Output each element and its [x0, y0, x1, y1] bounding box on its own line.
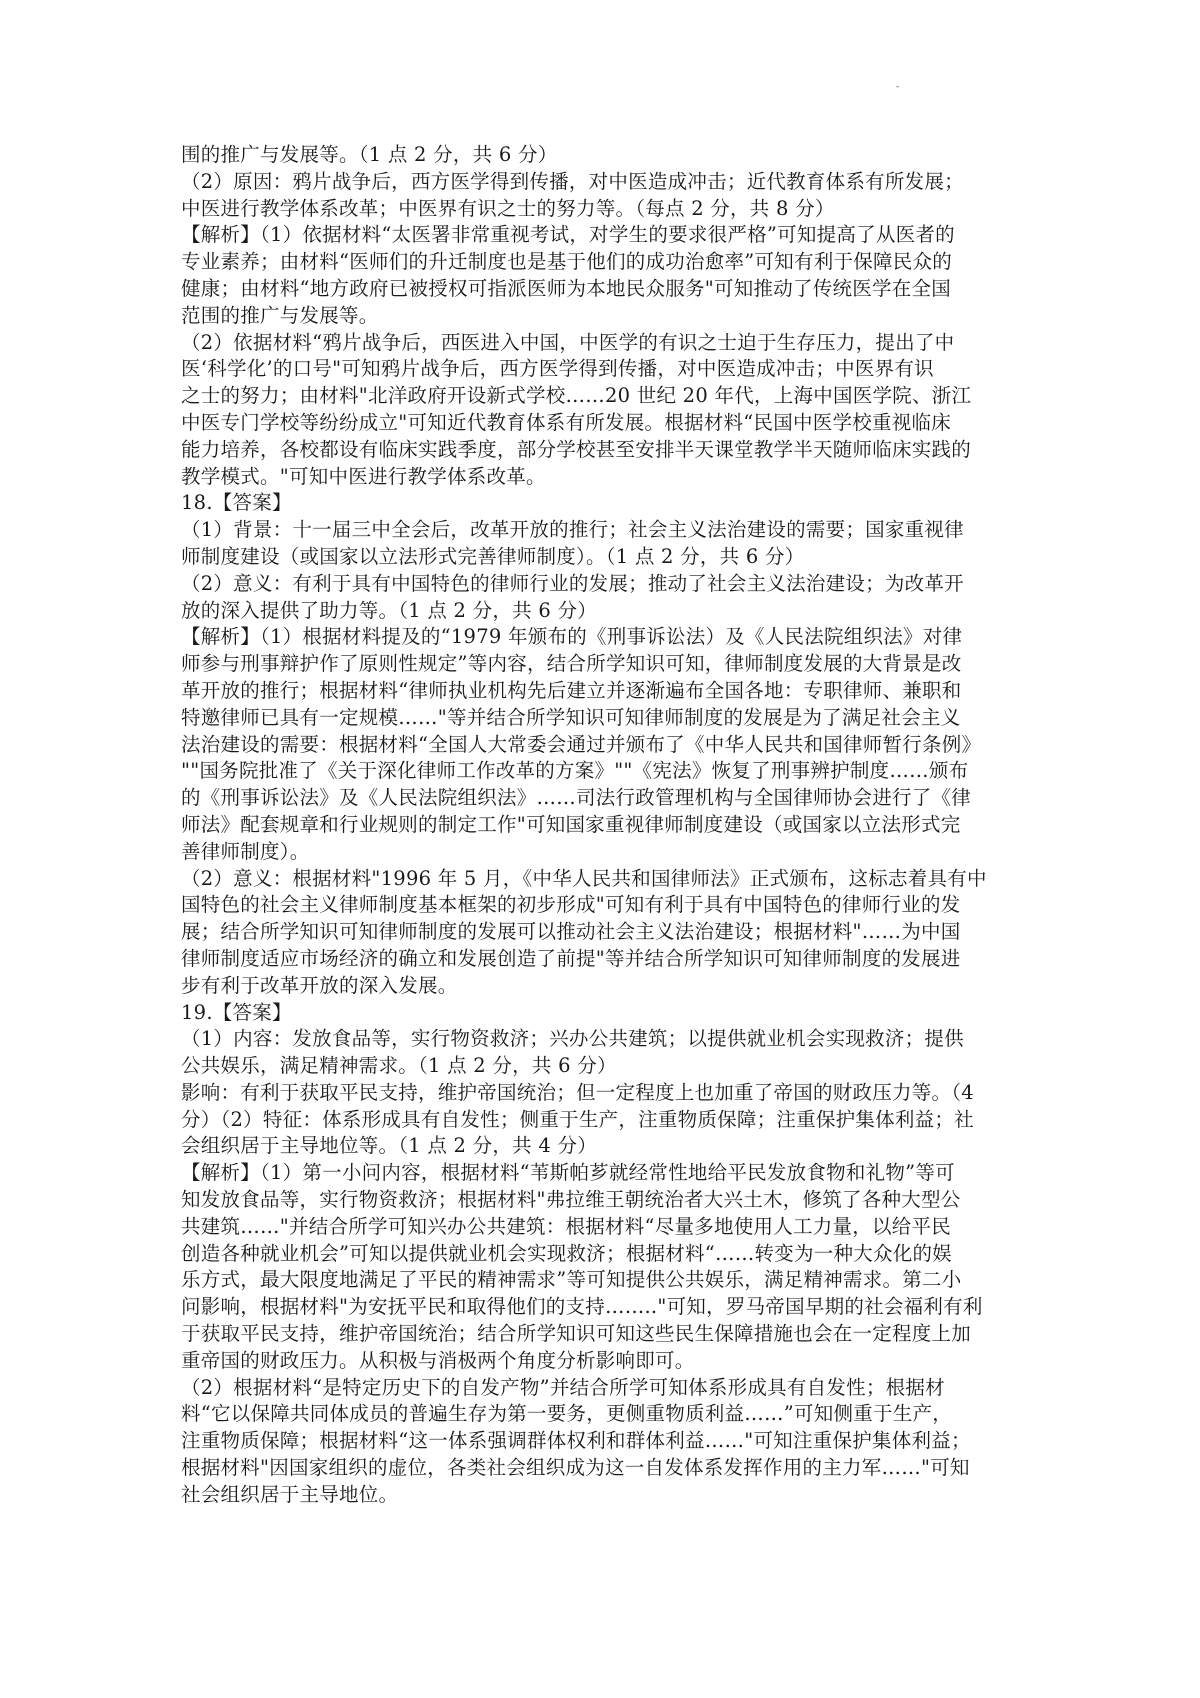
- text-line: （2）意义：有利于具有中国特色的律师行业的发展；推动了社会主义法治建设；为改革开: [181, 571, 964, 595]
- text-line: 共建筑……"并结合所学可知兴办公共建筑：根据材料“尽量多地使用人工力量，以给平民: [181, 1214, 951, 1238]
- text-line: （2）原因：鸦片战争后，西方医学得到传播，对中医造成冲击；近代教育体系有所发展；: [181, 169, 964, 193]
- text-line: 【解析】（1）依据材料“太医署非常重视考试，对学生的要求很严格”可知提高了从医者的: [181, 223, 955, 247]
- text-line: （2）意义：根据材料"1996 年 5 月，《中华人民共和国律师法》正式颁布，这标志着具有中: [181, 866, 987, 890]
- text-line: 师法》配套规章和行业规则的制定工作"可知国家重视律师制度建设（或国家以立法形式完: [181, 812, 961, 836]
- text-line: 影响：有利于获取平民支持，维护帝国统治；但一定程度上也加重了帝国的财政压力等。（4: [181, 1080, 974, 1104]
- text-line: 律师制度适应市场经济的确立和发展创造了前提"等并结合所学知识可知律师制度的发展进: [181, 946, 961, 970]
- text-line: 健康；由材料“地方政府已被授权可指派医师为本地民众服务"可知推动了传统医学在全国: [181, 276, 951, 300]
- text-line: 能力培养，各校都设有临床实践季度，部分学校甚至安排半天课堂教学半天随师临床实践的: [181, 437, 972, 461]
- text-line: 专业素养；由材料“医师们的升迁制度也是基于他们的成功治愈率”可知有利于保障民众的: [181, 250, 952, 274]
- text-line: 法治建设的需要：根据材料“全国人大常委会通过并颁布了《中华人民共和国律师暂行条例》: [181, 732, 982, 756]
- text-line: （2）根据材料“是特定历史下的自发产物”并结合所学可知体系形成具有自发性；根据材: [181, 1375, 945, 1399]
- text-line: （1）背景：十一届三中全会后，改革开放的推行；社会主义法治建设的需要；国家重视律: [181, 518, 964, 542]
- text-line: 范围的推广与发展等。: [181, 303, 379, 327]
- text-line: 【解析】（1）第一小问内容，根据材料“苇斯帕芗就经常性地给平民发放食物和礼物”等可: [181, 1161, 955, 1185]
- text-line: 料“它以保障共同体成员的普遍生存为第一要务，更侧重物质利益……”可知侧重于生产，: [181, 1402, 952, 1426]
- text-line: 国特色的社会主义律师制度基本框架的初步形成"可知有利于具有中国特色的律师行业的发: [181, 893, 961, 917]
- text-line: 根据材料"因国家组织的虚位，各类社会组织成为这一自发体系发挥作用的主力军……"可知: [181, 1456, 970, 1480]
- text-line: 善律师制度）。: [181, 839, 310, 863]
- text-line: 医‘科学化’的口号"可知鸦片战争后，西方医学得到传播，对中医造成冲击；中医界有识: [181, 357, 934, 381]
- text-line: 注重物质保障；根据材料“这一体系强调群体权利和群体利益……"可知注重保护集体利益；: [181, 1429, 971, 1453]
- text-line: （1）内容：发放食品等，实行物资救济；兴办公共建筑；以提供就业机会实现救济；提供: [181, 1027, 964, 1051]
- text-line: 【解析】（1）根据材料提及的“1979 年颁布的《刑事诉讼法）及《人民法院组织法》对律: [181, 625, 963, 649]
- text-line: 的《刑事诉讼法》及《人民法院组织法》……司法行政管理机构与全国律师协会进行了《律: [181, 786, 972, 810]
- text-line: 放的深入提供了助力等。（1 点 2 分，共 6 分）: [181, 598, 597, 622]
- text-line: 会组织居于主导地位等。（1 点 2 分，共 4 分）: [181, 1134, 597, 1158]
- text-line: 师参与刑事辩护作了原则性规定”等内容，结合所学知识可知，律师制度发展的大背景是改: [181, 652, 962, 676]
- text-line: 展；结合所学知识可知律师制度的发展可以推动社会主义法治建设；根据材料"……为中国: [181, 920, 961, 944]
- text-line: ""国务院批准了《关于深化律师工作改革的方案》""《宪法》恢复了刑事辨护制度……颁布: [181, 759, 969, 783]
- text-line: 中医专门学校等纷纷成立"可知近代教育体系有所发展。根据材料“民国中医学校重视临床: [181, 410, 951, 434]
- document-page: [181, 142, 1031, 1509]
- text-line: 教学模式。"可知中医进行教学体系改革。: [181, 464, 546, 488]
- text-line: 公共娱乐，满足精神需求。（1 点 2 分，共 6 分）: [181, 1054, 617, 1078]
- text-line: 社会组织居于主导地位。: [181, 1482, 399, 1506]
- text-line: 分）（2）特征：体系形成具有自发性；侧重于生产，注重物质保障；注重保护集体利益；社: [181, 1107, 974, 1131]
- text-line: 乐方式，最大限度地满足了平民的精神需求”等可知提供公共娱乐，满足精神需求。第二小: [181, 1268, 962, 1292]
- text-line: 知发放食品等，实行物资救济；根据材料"弗拉维王朝统治者大兴土木，修筑了各种大型公: [181, 1188, 961, 1212]
- text-line: 步有利于改革开放的深入发展。: [181, 973, 458, 997]
- text-line: 问影响，根据材料"为安抚平民和取得他们的支持…….."可知，罗马帝国早期的社会福利有利: [181, 1295, 983, 1319]
- text-line: 中医进行教学体系改革；中医界有识之士的努力等。（每点 2 分，共 8 分）: [181, 196, 835, 220]
- text-line: 创造各种就业机会”可知以提供就业机会实现救济；根据材料“……转变为一种大众化的娱: [181, 1241, 952, 1265]
- text-line: 18.【答案】: [181, 491, 292, 515]
- text-line: 师制度建设（或国家以立法形式完善律师制度）。（1 点 2 分，共 6 分）: [181, 544, 805, 568]
- text-line: 19.【答案】: [181, 1000, 292, 1024]
- text-line: 特邀律师已具有一定规模……"等并结合所学知识可知律师制度的发展是为了满足社会主义: [181, 705, 961, 729]
- text-line: 革开放的推行；根据材料“律师执业机构先后建立并逐渐遍布全国各地：专职律师、兼职和: [181, 678, 962, 702]
- corner-mark: -: [896, 82, 900, 92]
- text-line: 围的推广与发展等。（1 点 2 分，共 6 分）: [181, 143, 558, 166]
- text-line: 重帝国的财政压力。从积极与消极两个角度分析影响即可。: [181, 1348, 695, 1372]
- text-line: 于获取平民支持，维护帝国统治；结合所学知识可知这些民生保障措施也会在一定程度上加: [181, 1322, 972, 1346]
- text-line: 之士的努力；由材料"北洋政府开设新式学校……20 世纪 20 年代，上海中国医学院、浙江: [181, 384, 972, 408]
- text-line: （2）依据材料“鸦片战争后，西医进入中国，中医学的有识之士迫于生存压力，提出了中: [181, 330, 955, 354]
